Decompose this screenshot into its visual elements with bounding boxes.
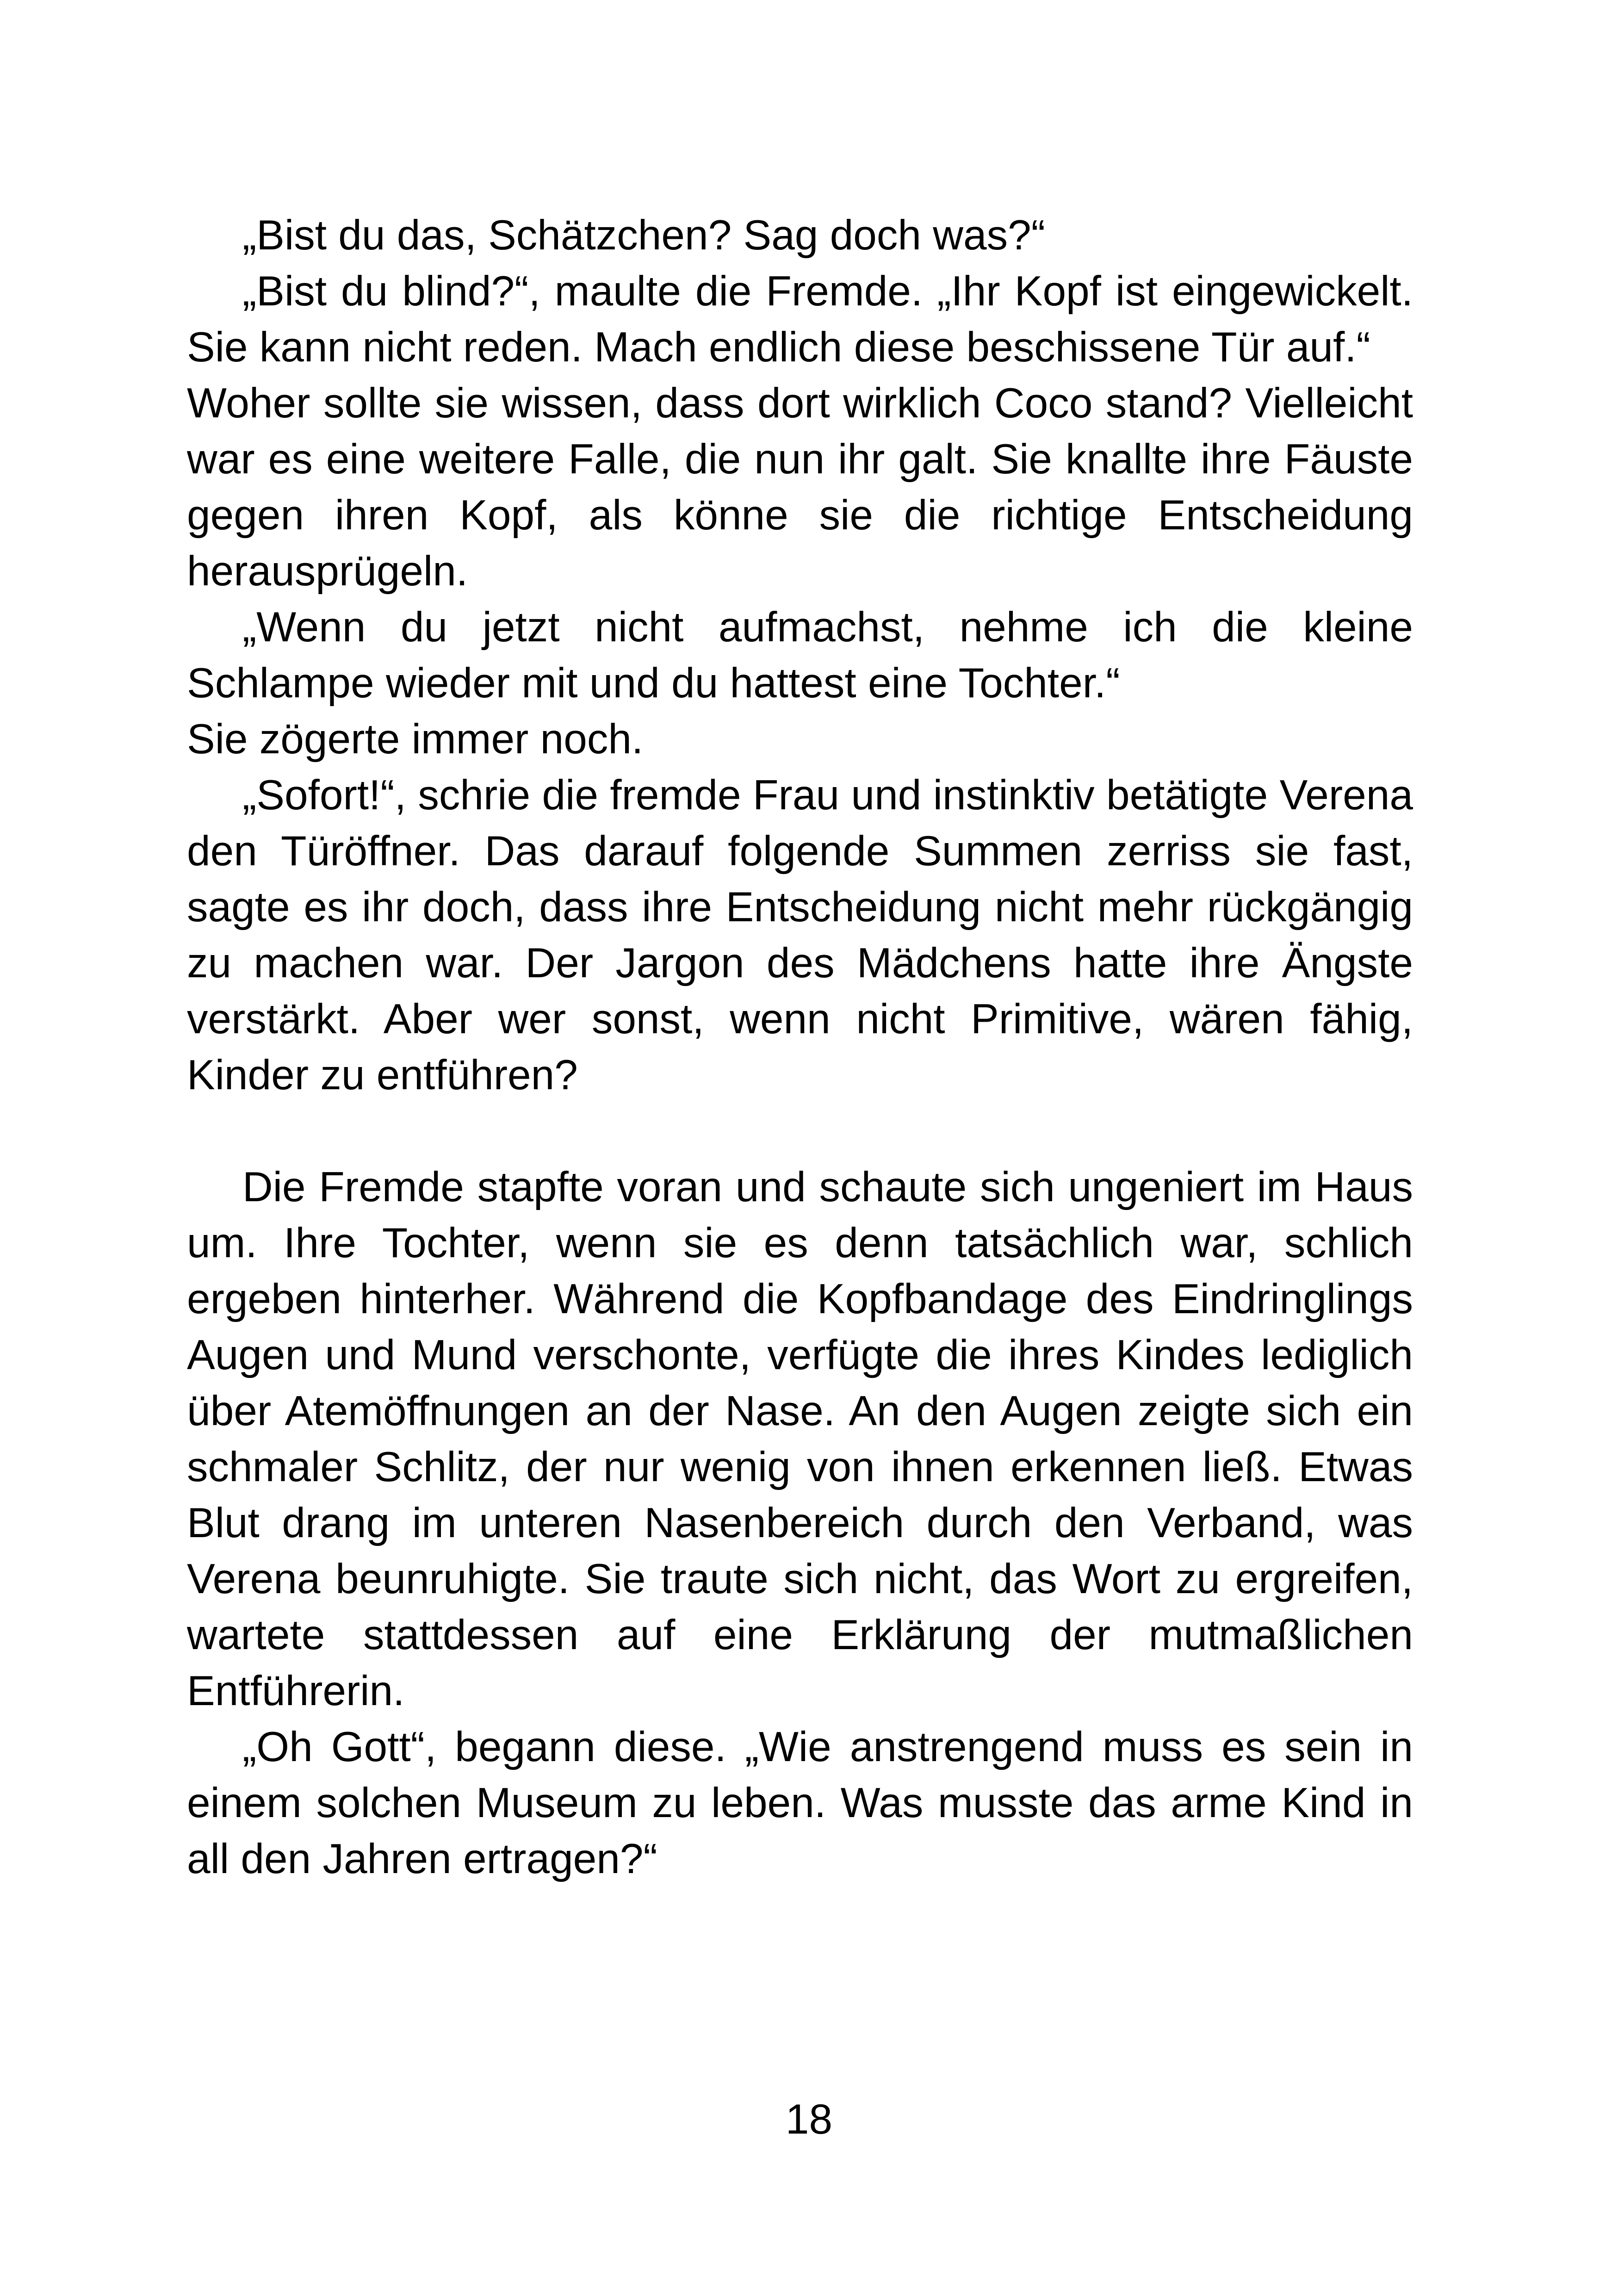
paragraph: „Bist du das, Schätzchen? Sag doch was?“ <box>242 212 1046 259</box>
paragraph: Woher sollte sie wissen, dass dort wirklich Coco stand? Vielleicht war es eine weitere Falle, die nun ihr galt. Sie knallte ihre Fäuste gegen ihren Kopf, als könne sie die richtige Entscheidung herausprügeln. <box>187 380 1413 595</box>
paragraph: „Bist du blind?“, maulte die Fremde. „Ihr Kopf ist eingewickelt. Sie kann nicht reden. Mach endlich diese beschissene Tür auf.“ <box>187 268 1413 371</box>
paragraph: „Sofort!“, schrie die fremde Frau und instinktiv betätigte Verena den Türöffner. Das darauf folgende Summen zerriss sie fast, sagte es ihr doch, dass ihre Entscheidung nicht mehr rückgängig zu machen war. Der Jargon des Mädchens hatte ihre Ängste verstärkt. Aber wer sonst, wenn nicht Primitive, wären fähig, Kinder zu entführen? <box>187 772 1413 1098</box>
paragraph: Sie zögerte immer noch. <box>187 716 644 763</box>
page-number: 18 <box>785 2096 833 2143</box>
paragraph: „Wenn du jetzt nicht aufmachst, nehme ich die kleine Schlampe wieder mit und du hattest eine Tochter.“ <box>187 604 1413 707</box>
body-text <box>187 207 1413 1887</box>
paragraph: „Oh Gott“, begann diese. „Wie anstrengend muss es sein in einem solchen Museum zu leben. Was musste das arme Kind in all den Jahren ertragen?“ <box>187 1724 1413 1882</box>
paragraph: Die Fremde stapfte voran und schaute sich ungeniert im Haus um. Ihre Tochter, wenn sie es denn tatsächlich war, schlich ergeben hinterher. Während die Kopfbandage des Eindringlings Augen und Mund verschonte, verfügte die ihres Kindes lediglich über Atemöffnungen an der Nase. An den Augen zeigte sich ein schmaler Schlitz, der nur wenig von ihnen erkennen ließ. Etwas Blut drang im unteren Nasenbereich durch den Verband, was Verena beunruhigte. Sie traute sich nicht, das Wort zu ergreifen, wartete stattdessen auf eine Erklärung der mutmaßlichen Entführerin. <box>187 1164 1413 1714</box>
